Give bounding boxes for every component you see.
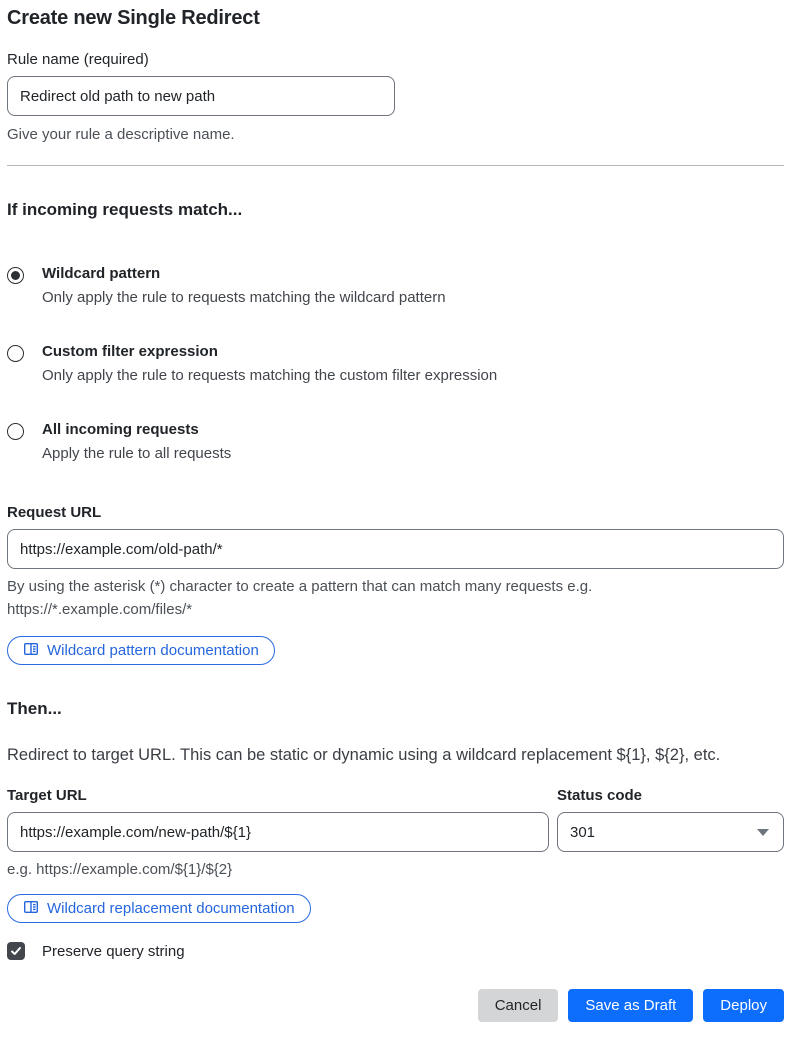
request-url-input[interactable] — [7, 529, 784, 569]
radio-button-icon[interactable] — [7, 423, 24, 440]
match-section-heading: If incoming requests match... — [7, 200, 243, 219]
footer-actions — [7, 989, 784, 1022]
book-open-icon — [23, 641, 39, 661]
request-url-helper-line2: https://*.example.com/files/* — [7, 601, 193, 618]
wildcard-replacement-docs-button[interactable] — [7, 894, 311, 923]
target-url-input[interactable] — [7, 812, 549, 852]
radio-label: All incoming requests — [42, 421, 199, 438]
preserve-query-string-row[interactable] — [7, 942, 784, 960]
target-url-label: Target URL — [7, 787, 87, 804]
rule-name-input[interactable] — [7, 76, 395, 116]
radio-description: Only apply the rule to requests matching the custom filter expression — [42, 367, 498, 384]
request-url-helper-line1: By using the asterisk (*) character to create a pattern that can match many requests e.g. — [7, 578, 593, 595]
preserve-query-string-label: Preserve query string — [42, 942, 185, 960]
status-code-value: 301 — [570, 823, 596, 841]
radio-label: Wildcard pattern — [42, 265, 161, 282]
then-section-heading: Then... — [7, 699, 62, 718]
rule-name-helper: Give your rule a descriptive name. — [7, 126, 235, 143]
rule-name-label: Rule name (required) — [7, 51, 149, 68]
radio-description: Only apply the rule to requests matching the wildcard pattern — [42, 289, 446, 306]
target-url-helper: e.g. https://example.com/${1}/${2} — [7, 861, 233, 878]
book-open-icon — [23, 899, 39, 919]
radio-option-wildcard-pattern[interactable] — [7, 264, 784, 308]
doc-button-label: Wildcard pattern documentation — [47, 642, 259, 659]
wildcard-pattern-docs-button[interactable] — [7, 636, 275, 665]
match-type-radio-group — [7, 264, 784, 464]
radio-option-custom-filter[interactable] — [7, 342, 784, 386]
then-section-description: Redirect to target URL. This can be static or dynamic using a wildcard replacement ${1}, ${2}, etc. — [7, 746, 721, 764]
cancel-button[interactable]: Cancel — [478, 989, 559, 1022]
radio-button-icon[interactable] — [7, 267, 24, 284]
status-code-select[interactable] — [557, 812, 784, 852]
doc-button-label: Wildcard replacement documentation — [47, 900, 295, 917]
section-divider — [7, 165, 784, 166]
radio-button-icon[interactable] — [7, 345, 24, 362]
radio-label: Custom filter expression — [42, 343, 218, 360]
radio-description: Apply the rule to all requests — [42, 445, 232, 462]
deploy-button[interactable]: Deploy — [703, 989, 784, 1022]
chevron-down-icon — [757, 829, 769, 836]
status-code-label: Status code — [557, 787, 643, 804]
checkbox-checked-icon[interactable] — [7, 942, 25, 960]
save-as-draft-button[interactable]: Save as Draft — [568, 989, 693, 1022]
page-title: Create new Single Redirect — [7, 7, 260, 29]
radio-option-all-requests[interactable] — [7, 420, 784, 464]
request-url-label: Request URL — [7, 504, 102, 521]
